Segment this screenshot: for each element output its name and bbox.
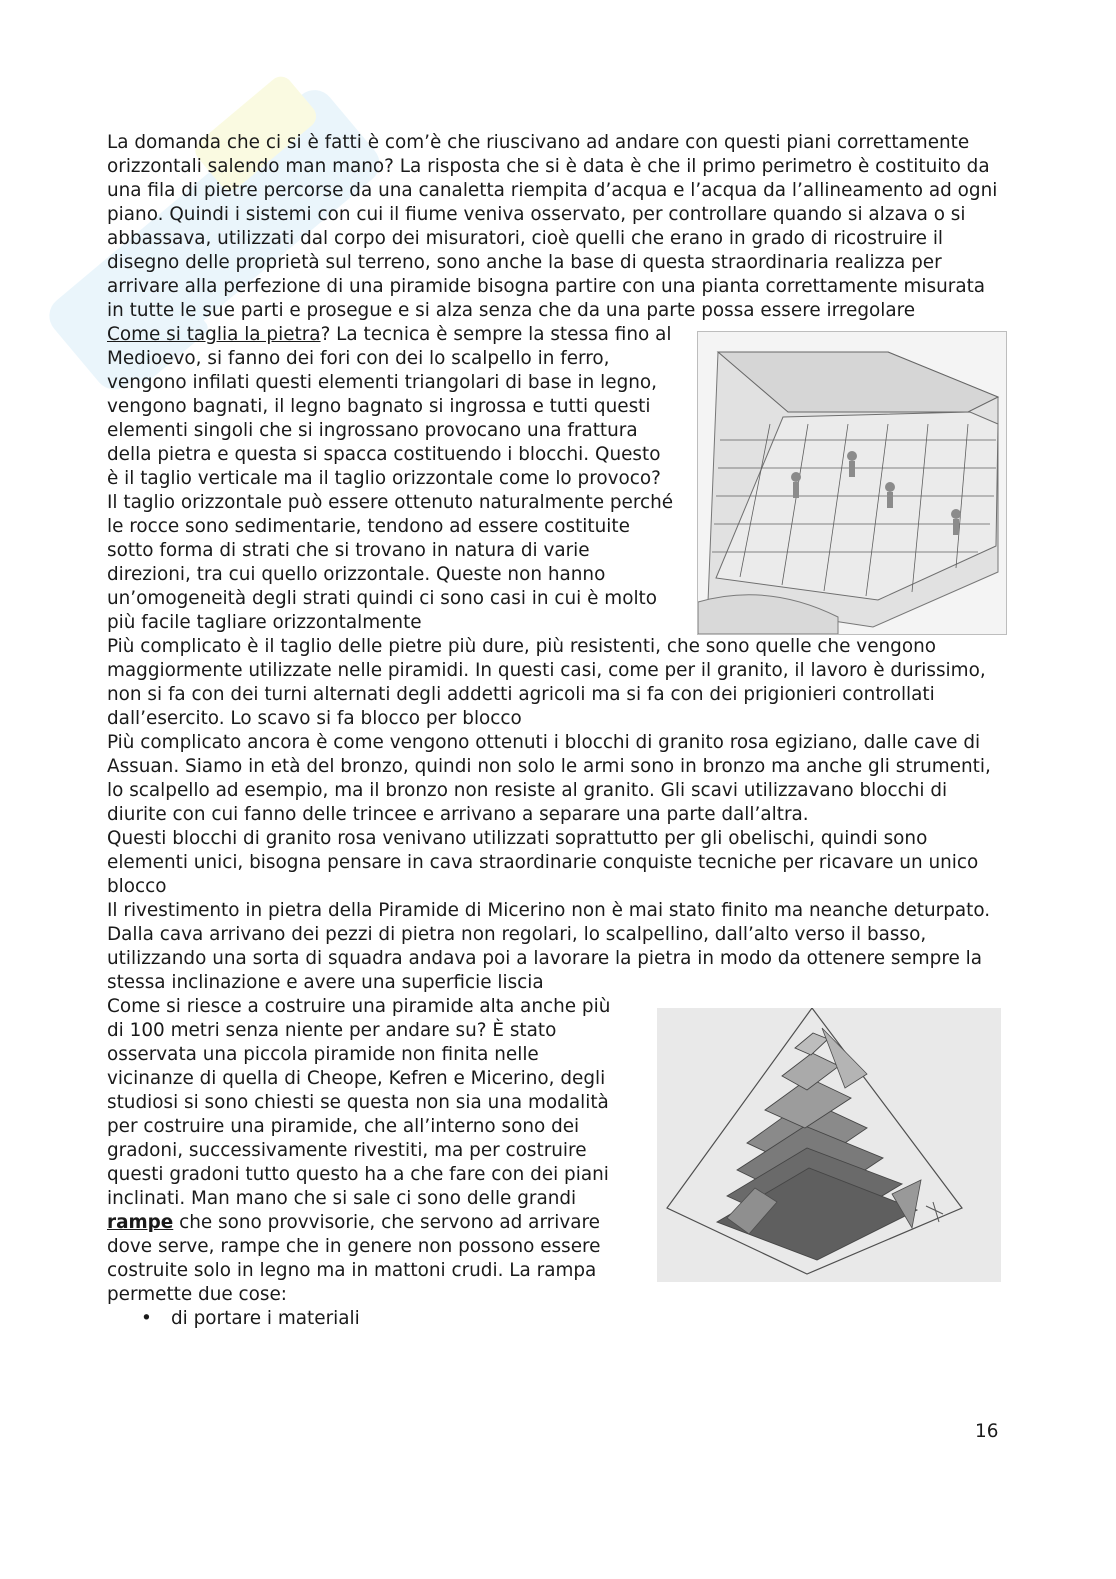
quarry-illustration: [697, 331, 1007, 635]
bullet-text: di portare i materiali: [171, 1308, 360, 1329]
bullet-item: [107, 1307, 1007, 1331]
paragraph-7-part-a: Come si riesce a costruire una piramide alta anche più di 100 metri senza niente per andare su? È stato osservata una piccola piramide non finita nelle vicinanze di quella di Cheope, Kefren e Micerino, degli studiosi si sono chiesti se questa non sia una modalità per costruire una piramide, che all’interno sono dei gradoni, successivamente rivestiti, ma per costruire questi gradoni tutto questo ha a che fare con dei piani inclinati. Man mano che si sale ci sono delle grandi: [107, 996, 611, 1209]
keyword-rampe: rampe: [107, 1212, 174, 1233]
paragraph-6: Il rivestimento in pietra della Piramide di Micerino non è mai stato finito ma neanche deturpato. Dalla cava arrivano dei pezzi di pietra non regolari, lo scalpellino, dall’alto verso il basso, utilizzando una sorta di squadra andava poi a lavorare la pietra in modo da ottenere sempre la stessa inclinazione e avere una superficie liscia: [107, 900, 991, 993]
bullet-dot: •: [141, 1308, 152, 1329]
section-heading-stone-cutting: Come si taglia la pietra: [107, 324, 321, 345]
paragraph-4: Più complicato ancora è come vengono ottenuti i blocchi di granito rosa egiziano, dalle cave di Assuan. Siamo in età del bronzo, quindi non solo le armi sono in bronzo ma anche gli strumenti, lo scalpello ad esempio, ma il bronzo non resiste al granito. Gli scavi utilizzavano blocchi di diurite con cui fanno delle trincee e arrivano a separare una parte dall’altra.: [107, 732, 991, 825]
paragraph-7-part-b: che sono provvisorie, che servono ad arrivare dove serve, rampe che in genere non possono essere costruite solo in legno ma in mattoni crudi. La rampa permette due cose:: [107, 1212, 601, 1305]
paragraph-2-body: ? La tecnica è sempre la stessa fino al Medioevo, si fanno dei fori con dei lo scalpello in ferro, vengono infilati questi elementi triangolari di base in legno, vengono bagnati, il legno bagnato si ingrossa e tutti questi elementi singoli che si ingrossano provocano una frattura della pietra e questa si spacca costituendo i blocchi. Questo è il taglio verticale ma il taglio orizzontale come lo provoco? Il taglio orizzontale può essere ottenuto naturalmente perché le rocce sono sedimentarie, tendono ad essere costituite sotto forma di strati che si trovano in natura di varie direzioni, tra cui quello orizzontale. Queste non hanno un’omogeneità degli strati quindi ci sono casi in cui è molto più facile tagliare orizzontalmente: [107, 324, 674, 633]
paragraph-1: La domanda che ci si è fatti è com’è che riuscivano ad andare con questi piani correttamente orizzontali salendo man mano? La risposta che si è data è che il primo perimetro è costituito da una fila di pietre percorse da una canaletta riempita d’acqua e l’acqua da l’allineamento ad ogni piano. Quindi i sistemi con cui il fiume veniva osservato, per controllare quando si alzava o si abbassava, utilizzati dal corpo dei misuratori, cioè quelli che erano in grado di ricostruire il disegno delle proprietà sul terreno, sono anche la base di questa straordinaria realizza per arrivare alla perfezione di una piramide bisogna partire con una pianta correttamente misurata in tutte le sue parti e prosegue e si alza senza che da una parte possa essere irregolare: [107, 132, 998, 321]
stone-cutting-section: [107, 323, 1007, 635]
stepped-pyramid-illustration: [657, 1008, 1001, 1282]
paragraph-5: Questi blocchi di granito rosa venivano utilizzati soprattutto per gli obelischi, quindi sono elementi unici, bisogna pensare in cava straordinarie conquiste tecniche per ricavare un unico blocco: [107, 828, 979, 897]
document-page: [107, 131, 1007, 1331]
paragraph-3: Più complicato è il taglio delle pietre più dure, più resistenti, che sono quelle che vengono maggiormente utilizzate nelle piramidi. In questi casi, come per il granito, il lavoro è durissimo, non si fa con dei turni alternati degli addetti agricoli ma si fa con dei prigionieri controllati dall’esercito. Lo scavo si fa blocco per blocco: [107, 636, 986, 729]
bullet-list: [107, 1307, 1007, 1331]
pyramid-section: [107, 995, 1007, 1331]
page-number: 16: [975, 1421, 999, 1442]
